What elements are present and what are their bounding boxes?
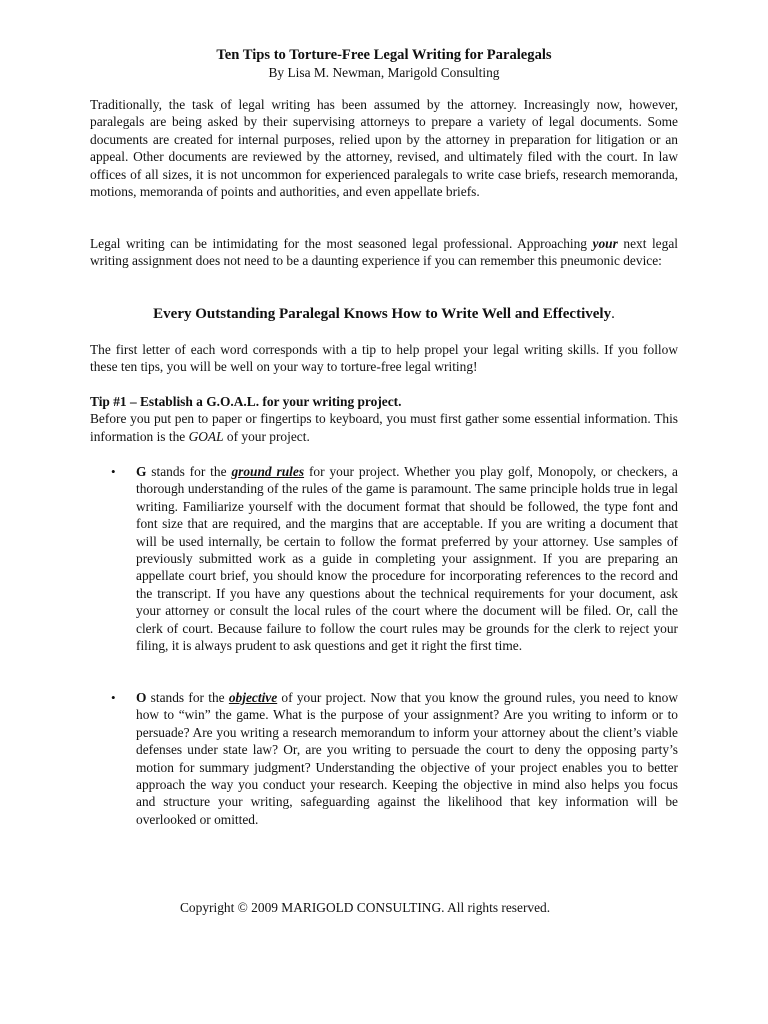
tip-1-intro-a: Before you put pen to paper or fingertips to keyboard, you must first gather some essential information. This information is the (90, 411, 678, 444)
second-paragraph (90, 235, 678, 270)
second-paragraph-emphasis: your (592, 236, 618, 251)
copyright-footer: Copyright © 2009 MARIGOLD CONSULTING. All rights reserved. (180, 900, 551, 915)
tip-1-intro-emphasis: GOAL (188, 428, 224, 444)
bullet-letter: O (136, 690, 147, 705)
tip-1-section (90, 393, 678, 445)
third-paragraph: The first letter of each word corresponds with a tip to help propel your legal writing skills. If you follow these ten tips, you will be well on your way to torture-free legal writing! (90, 342, 678, 375)
bullet-text (136, 689, 678, 828)
document-byline: By Lisa M. Newman, Marigold Consulting (268, 65, 500, 80)
bullet-body: of your project. Now that you know the ground rules, you need to know how to “win” the game. What is the purpose of your assignment? Are you writing to inform or to persuade? Are you writing a research memorandum to inform your attorney about the client’s viable defenses under state law? Or, are you writing to persuade the court to deny the opposing party’s motion for summary judgment? Understanding the objective of your project enables you to better approach the way you conduct your research. Keeping the objective in mind also helps you focus and structure your writing, safeguarding against the likelihood that key information will be overlooked or omitted. (136, 690, 678, 827)
bullet-stands-for: stands for the (146, 690, 229, 705)
bullet-term: ground rules (231, 464, 305, 479)
bullet-icon: • (111, 690, 116, 705)
bullet-stands-for: stands for the (146, 464, 232, 479)
mnemonic-motto (0, 304, 768, 324)
document-title: Ten Tips to Torture-Free Legal Writing for Paralegals (216, 47, 552, 63)
tip-1-intro-b: of your project. (223, 428, 310, 444)
motto-text: Every Outstanding Paralegal Knows How to Write Well and Effectively (153, 306, 612, 322)
bullet-term: objective (228, 690, 278, 705)
motto-period: . (611, 306, 615, 322)
bullet-item-ground-rules (111, 463, 678, 654)
bullet-body: for your project. Whether you play golf, Monopoly, or checkers, a thorough understanding of the rules of the game is paramount. The same principle holds true in legal writing. Familiarize yourself with the document format that should be followed, the type font and font size that are required, and the margins that are acceptable. If you are writing a document that will be used internally, be certain to follow the format preferred by your attorney. Use samples of previously submitted work as a guide in completing your assignment. If you are preparing an appellate court brief, you should know the procedure for incorporating references to the record and the transcript. If you have any questions about the technical requirements for your document, ask your attorney or consult the local rules of the court where the document will be filed. Or, call the clerk of court. Because failure to follow the court rules may be grounds for the clerk to reject your filing, it is always prudent to ask questions and get it right the first time. (136, 464, 679, 654)
bullet-icon: • (111, 464, 116, 479)
bullet-text (136, 463, 678, 654)
tip-1-heading: Tip #1 – Establish a G.O.A.L. for your writing project. (90, 394, 402, 409)
bullet-item-objective (111, 689, 678, 828)
bullet-letter: G (136, 464, 147, 479)
second-paragraph-text-a: Legal writing can be intimidating for the most seasoned legal professional. Approaching (90, 236, 593, 251)
second-paragraph-text-b: next legal writing assignment does not need to be a daunting experience if you can remember this pneumonic device: (90, 236, 678, 269)
intro-paragraph: Traditionally, the task of legal writing has been assumed by the attorney. Increasingly now, however, paralegals are being asked by their supervising attorneys to prepare a variety of legal documents. Some documents are created for internal purposes, relied upon by the attorney in preparation for litigation or an appeal. Other documents are reviewed by the attorney, revised, and ultimately filed with the court. In law offices of all sizes, it is not uncommon for experienced paralegals to write case briefs, research memoranda, motions, memoranda of points and authorities, and even appellate briefs. (90, 97, 678, 200)
